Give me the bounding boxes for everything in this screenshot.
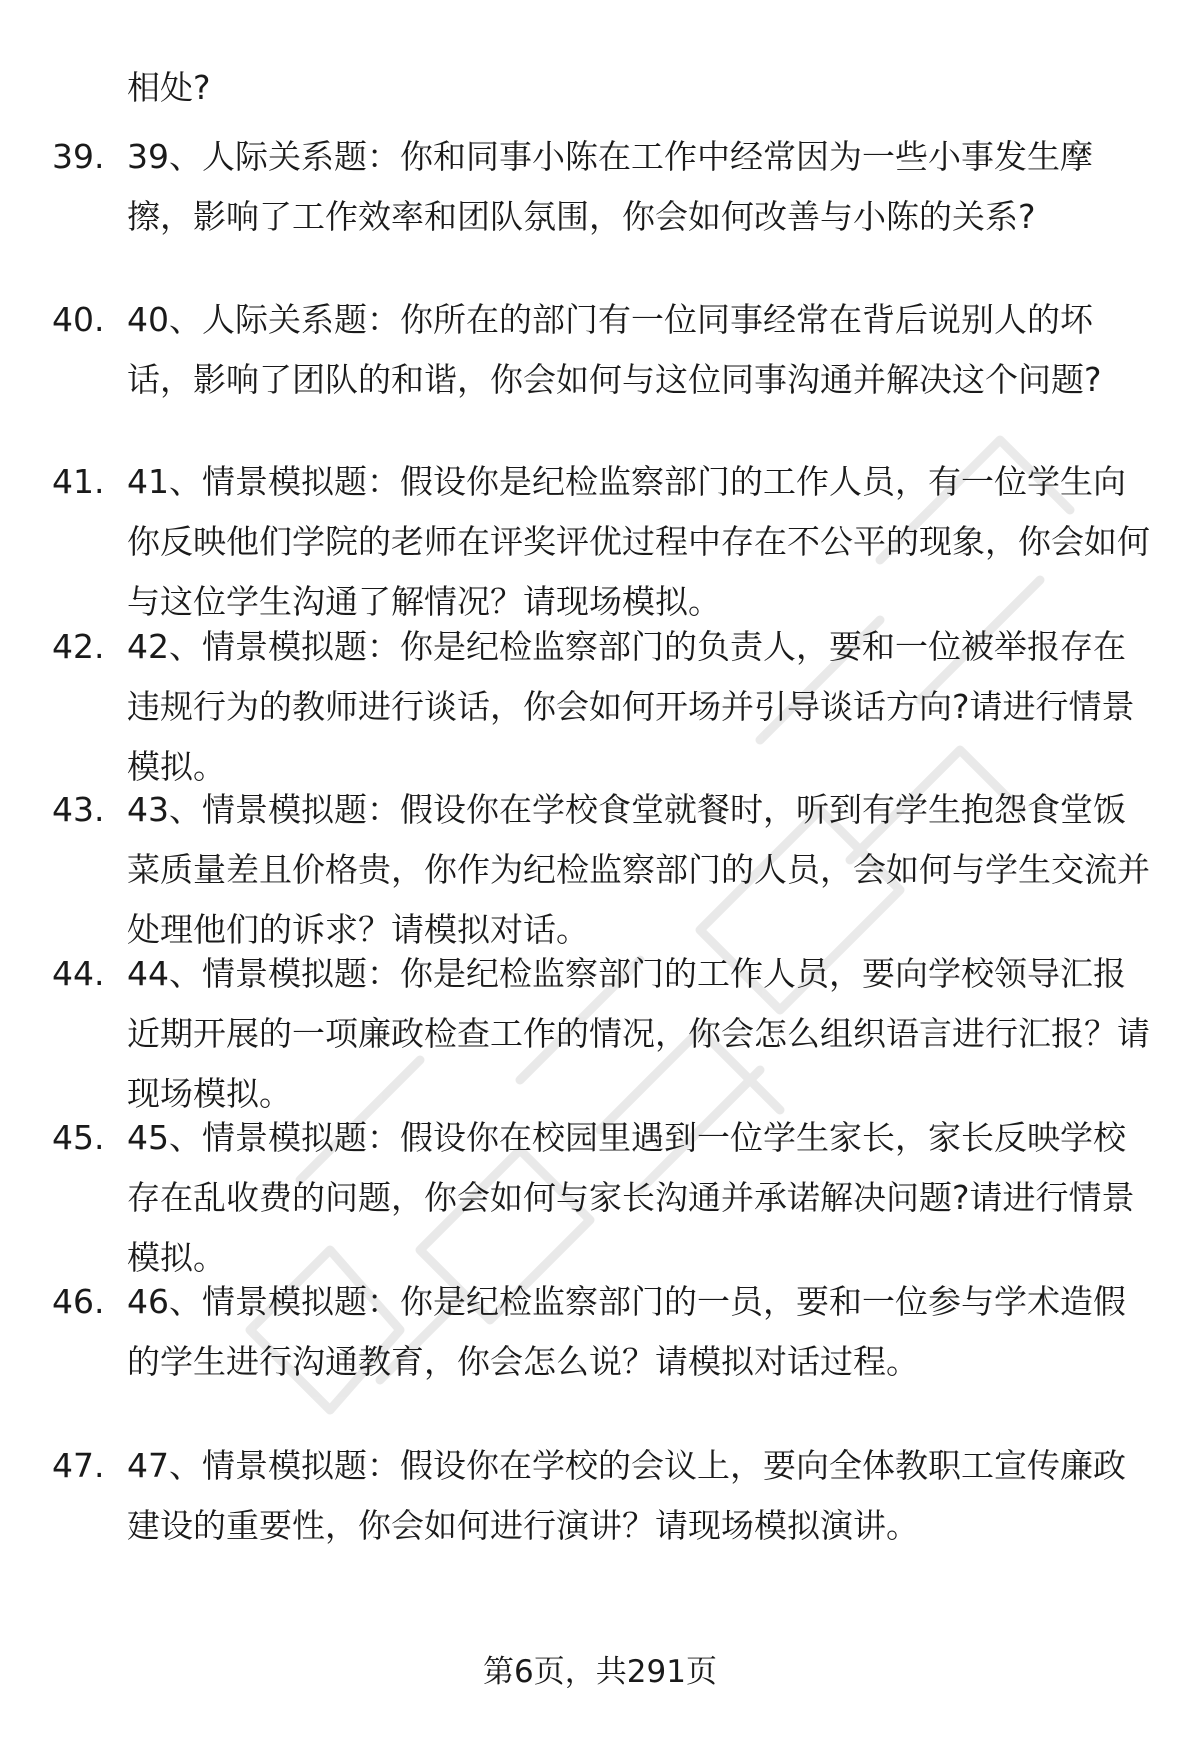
list-number: 46. (52, 1282, 105, 1321)
list-number: 42. (52, 627, 105, 666)
question-text: 40、人际关系题：你所在的部门有一位同事经常在背后说别人的坏话，影响了团队的和谐，你会如何与这位同事沟通并解决这个问题? (127, 300, 1102, 399)
list-number: 43. (52, 790, 105, 829)
question-text: 47、情景模拟题：假设你在学校的会议上，要向全体教职工宣传廉政建设的重要性，你会如何进行演讲？请现场模拟演讲。 (127, 1446, 1126, 1545)
question-text: 42、情景模拟题：你是纪检监察部门的负责人，要和一位被举报存在违规行为的教师进行谈话，你会如何开场并引导谈话方向?请进行情景模拟。 (127, 627, 1135, 786)
question-text: 41、情景模拟题：假设你是纪检监察部门的工作人员，有一位学生向你反映他们学院的老师在评奖评优过程中存在不公平的现象，你会如何与这位学生沟通了解情况？请现场模拟。 (127, 462, 1150, 621)
page-number-footer: 第6页，共291页 (483, 1654, 717, 1690)
continuation-text: 相处? (127, 68, 211, 107)
list-number: 47. (52, 1446, 105, 1485)
question-text: 39、人际关系题：你和同事小陈在工作中经常因为一些小事发生摩擦，影响了工作效率和团队氛围，你会如何改善与小陈的关系? (127, 137, 1093, 236)
list-number: 40. (52, 300, 105, 339)
list-number: 39. (52, 137, 105, 176)
question-text: 43、情景模拟题：假设你在学校食堂就餐时，听到有学生抱怨食堂饭菜质量差且价格贵，你作为纪检监察部门的人员，会如何与学生交流并处理他们的诉求？请模拟对话。 (127, 790, 1150, 949)
question-text: 45、情景模拟题：假设你在校园里遇到一位学生家长，家长反映学校存在乱收费的问题，你会如何与家长沟通并承诺解决问题?请进行情景模拟。 (127, 1118, 1135, 1277)
list-number: 45. (52, 1118, 105, 1157)
question-text: 44、情景模拟题：你是纪检监察部门的工作人员，要向学校领导汇报近期开展的一项廉政检查工作的情况，你会怎么组织语言进行汇报？请现场模拟。 (127, 954, 1150, 1113)
question-text: 46、情景模拟题：你是纪检监察部门的一员，要和一位参与学术造假的学生进行沟通教育，你会怎么说？请模拟对话过程。 (127, 1282, 1126, 1381)
list-number: 41. (52, 462, 105, 501)
list-number: 44. (52, 954, 105, 993)
